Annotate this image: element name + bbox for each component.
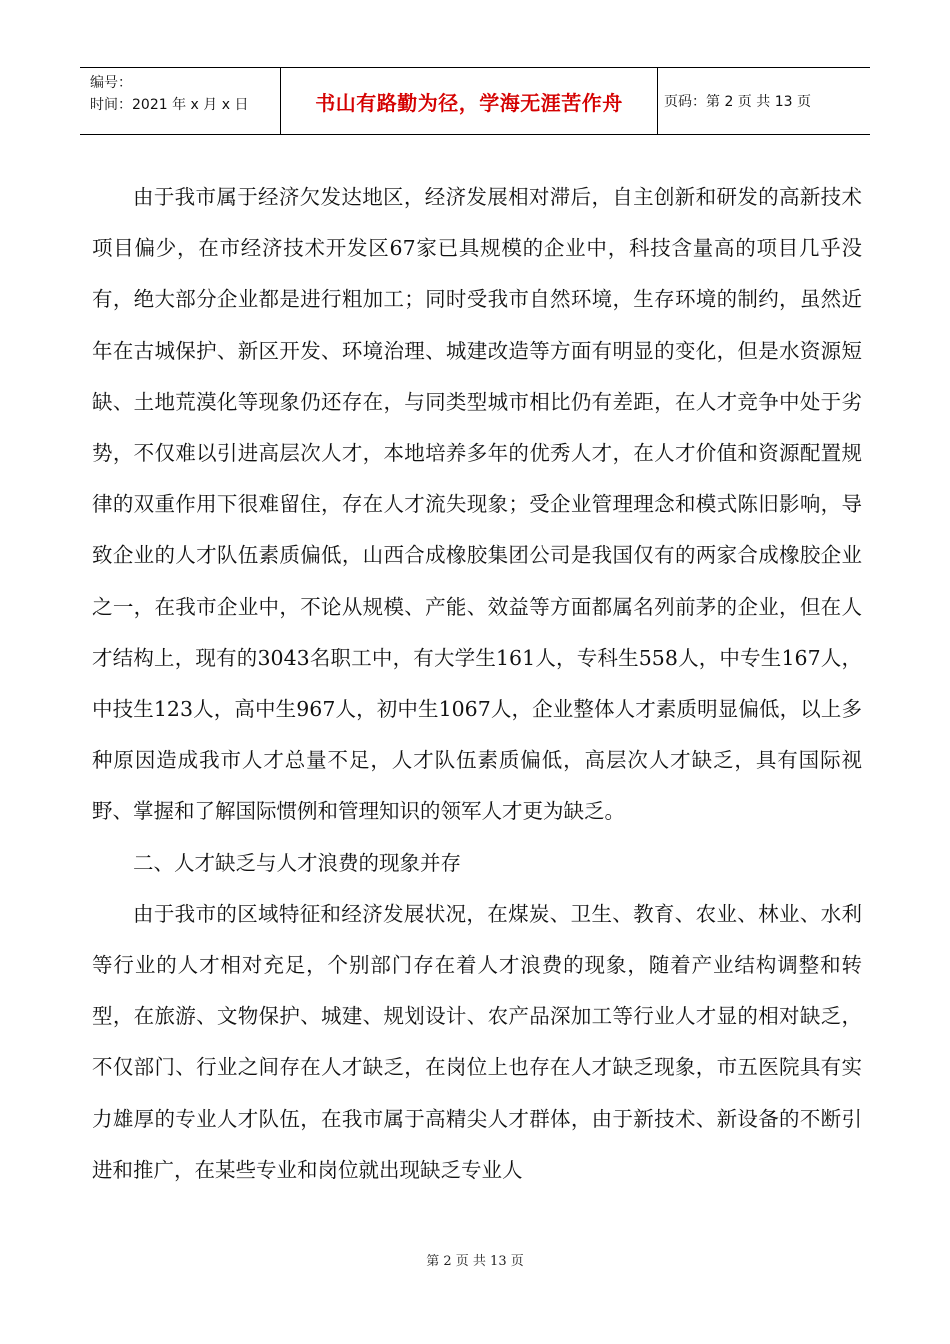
page-number-info: 页码：第 2 页 共 13 页: [664, 94, 811, 110]
header-motto-cell: [281, 68, 658, 134]
serial-number-label: 编号：: [90, 75, 132, 91]
page-header: [80, 67, 870, 135]
footer-page-number: 第 2 页 共 13 页: [426, 1254, 524, 1269]
motto-text: 书山有路勤为径，学海无涯苦作舟: [315, 90, 623, 115]
section-heading: 二、人才缺乏与人才浪费的现象并存: [133, 850, 461, 875]
header-page-cell: [658, 68, 870, 134]
body-paragraph: 由于我市的区域特征和经济发展状况，在煤炭、卫生、教育、农业、林业、水利等行业的人才相对充足，个别部门存在着人才浪费的现象，随着产业结构调整和转型，在旅游、文物保护、城建、规划设计、农产品深加工等行业人才显的相对缺乏，不仅部门、行业之间存在人才缺乏，在岗位上也存在人才缺乏现象，市五医院具有实力雄厚的专业人才队伍，在我市属于高精尖人才群体，由于新技术、新设备的不断引进和推广，在某些专业和岗位就出现缺乏专业人: [92, 901, 862, 1182]
page-footer: [0, 1250, 950, 1269]
document-body: [92, 172, 862, 1196]
header-meta: [80, 68, 281, 134]
date-label: 时间：2021 年 x 月 x 日: [90, 97, 249, 113]
body-paragraph: 由于我市属于经济欠发达地区，经济发展相对滞后，自主创新和研发的高新技术项目偏少，在市经济技术开发区67家已具规模的企业中，科技含量高的项目几乎没有，绝大部分企业都是进行粗加工；同时受我市自然环境，生存环境的制约，虽然近年在古城保护、新区开发、环境治理、城建改造等方面有明显的变化，但是水资源短缺、土地荒漠化等现象仍还存在，与同类型城市相比仍有差距，在人才竞争中处于劣势，不仅难以引进高层次人才，本地培养多年的优秀人才，在人才价值和资源配置规律的双重作用下很难留住，存在人才流失现象；受企业管理理念和模式陈旧影响，导致企业的人才队伍素质偏低，山西合成橡胶集团公司是我国仅有的两家合成橡胶企业之一，在我市企业中，不论从规模、产能、效益等方面都属名列前茅的企业，但在人才结构上，现有的3043名职工中，有大学生161人，专科生558人，中专生167人，中技生123人，高中生967人，初中生1067人，企业整体人才素质明显偏低，以上多种原因造成我市人才总量不足，人才队伍素质偏低，高层次人才缺乏，具有国际视野、掌握和了解国际惯例和管理知识的领军人才更为缺乏。: [92, 185, 862, 824]
